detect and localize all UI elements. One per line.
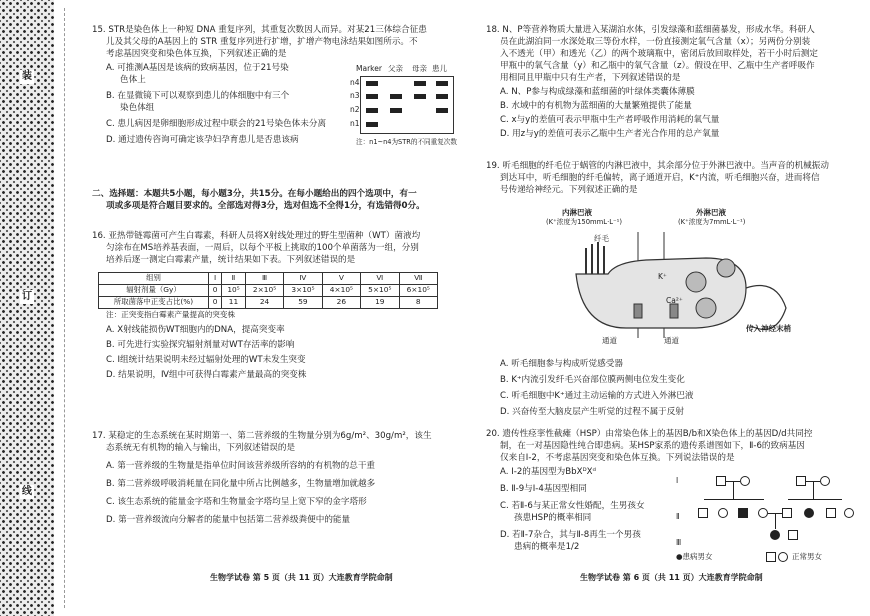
- pedigree-male-affected: [738, 508, 748, 518]
- k-ion-label: K⁺: [658, 272, 667, 281]
- q16-stem-1: 16. 亚热带链霉菌可产生白霉素，科研人员将X射线处理过的野生型菌种（WT）菌液均: [92, 231, 421, 241]
- table-header-row: [99, 273, 438, 285]
- q19-stem-1: 19. 听毛细胞的纤毛位于蜗管的内淋巴液中，其余部分位于外淋巴液中。当声音的机械振动: [486, 161, 829, 171]
- pedigree-male: [782, 508, 792, 518]
- q15-stem-2: 儿及其父母的A基因上的 STR 重复序列进行扩增，扩增产物电泳结果如图所示。不: [106, 37, 418, 48]
- pedigree-female: [740, 476, 750, 486]
- binding-strip: [0, 0, 54, 616]
- pedigree-female: [844, 508, 854, 518]
- gel-band: [366, 108, 378, 113]
- pedigree-line: [704, 499, 764, 500]
- q20-stem-2: 制，在一对基因隐性纯合即患病。某HSP家系的遗传系谱图如下，Ⅱ-6的致病基因: [500, 441, 805, 452]
- table-header-cell: Ⅳ: [284, 273, 322, 285]
- pedigree-female-affected: [770, 530, 780, 540]
- table-cell: 4×10⁵: [322, 285, 360, 297]
- question-19: [486, 160, 862, 417]
- q18-stem-4: 甲瓶中的氧气含量（y）和乙瓶中的氧气含量（z）。假设在甲、乙瓶中生产者呼吸作: [500, 61, 815, 72]
- hair-cell-diagram: [546, 208, 816, 346]
- channel-label-2: 通道: [664, 336, 679, 345]
- question-18: [486, 24, 862, 140]
- outer-lymph-k-label: (K⁺浓度为7mmL·L⁻¹): [678, 218, 746, 226]
- q20-option-a: A. Ⅰ-2的基因型为BbXᴰXᵈ: [500, 467, 597, 478]
- table-cell: 11: [222, 297, 246, 309]
- gel-band: [414, 81, 426, 86]
- table-header-cell: Ⅶ: [399, 273, 438, 285]
- q20-option-d: D. 若Ⅱ-7杂合，其与Ⅱ-8再生一个男孩: [500, 530, 641, 541]
- gel-band: [436, 94, 448, 99]
- section-2-line-2: 项或多项是符合题目要求的。全部选对得3分，选对但选不全得1分，有选错得0分。: [106, 201, 425, 212]
- q17-option-d: D. 第一营养级流向分解者的能量中包括第二营养级粪便中的能量: [106, 515, 351, 526]
- question-16: [92, 230, 470, 381]
- gel-note: 注：n1~n4为STR的不同重复次数: [356, 138, 458, 146]
- table-cell: 6×10⁵: [399, 285, 438, 297]
- table-cell: 10⁵: [222, 285, 246, 297]
- table-header-cell: Ⅲ: [245, 273, 283, 285]
- pedigree-line: [775, 513, 776, 529]
- gel-header-father: 父亲: [388, 64, 403, 73]
- pedigree-line: [733, 481, 734, 499]
- gel-band: [436, 108, 448, 113]
- q18-stem-1: 18. N、P等营养物质大量进入某湖泊水体，引发绿藻和蓝细菌暴发，形成水华。科研人: [486, 25, 815, 35]
- question-17: [92, 430, 470, 526]
- q15-option-a-cont: 色体上: [120, 75, 146, 86]
- gel-header-child: 患儿: [432, 64, 447, 73]
- q18-option-b: B. 水域中的有机物为蓝细菌的大量繁殖提供了能量: [500, 101, 692, 112]
- table-header-cell: Ⅱ: [222, 273, 246, 285]
- nerve-ending-label: 传入神经末梢: [746, 324, 791, 333]
- pedigree-female: [820, 476, 830, 486]
- table-cell: 26: [322, 297, 360, 309]
- table-row: [99, 297, 438, 309]
- table-cell: 3×10⁵: [284, 285, 322, 297]
- ca-ion-label: Ca²⁺: [666, 296, 683, 305]
- q15-option-b: B. 在显微镜下可以观察到患儿的体细胞中有三个: [106, 91, 290, 102]
- gel-band: [414, 94, 426, 99]
- question-20: [486, 428, 862, 561]
- q19-option-b: B. K⁺内流引发纤毛兴奋部位膜两侧电位发生变化: [500, 375, 685, 385]
- q15-option-b-cont: 染色体组: [120, 103, 155, 114]
- table-cell: 19: [361, 297, 399, 309]
- legend-male-normal: [766, 552, 776, 562]
- footer-right: 生物学试卷 第 6 页（共 11 页）大连教育学院命制: [580, 573, 763, 582]
- table-cell: 0: [209, 297, 222, 309]
- q17-option-c: C. 该生态系统的能量金字塔和生物量金字塔均呈上宽下窄的金字塔形: [106, 497, 367, 508]
- table-row: [99, 285, 438, 297]
- gel-row-n1: n1: [350, 119, 360, 128]
- q18-option-a: A. N、P参与构成绿藻和蓝细菌的叶绿体类囊体薄膜: [500, 87, 695, 98]
- gel-header-marker: Marker: [356, 64, 382, 73]
- q18-option-c: C. x与y的差值可表示甲瓶中生产者呼吸作用消耗的氧气量: [500, 115, 720, 126]
- q15-stem-1: 15. STR是染色体上一种短 DNA 重复序列，其重复次数因人而异。对某21三体综合征患: [92, 25, 427, 35]
- q19-option-d: D. 兴奋传至大脑皮层产生听觉的过程不属于反射: [500, 407, 684, 417]
- section-2-instructions: [92, 188, 470, 212]
- q18-option-d: D. 用z与y的差值可表示乙瓶中生产者光合作用的总产氧量: [500, 129, 720, 140]
- table-row-label: 所取菌落中正变占比(%): [99, 297, 209, 309]
- q18-stem-2: 员在此湖泊同一水深处取三等份水样，一份直接测定氧气含量（x）；另两份分别装: [500, 37, 811, 48]
- binding-mark-zhuang: 装: [22, 71, 32, 82]
- q15-option-d: D. 通过遗传咨询可确定该孕妇孕育患儿是否患该病: [106, 135, 299, 146]
- generation-label-3: Ⅲ: [676, 538, 682, 547]
- binding-mark-ding: 订: [22, 291, 32, 302]
- table-header-cell: Ⅵ: [361, 273, 399, 285]
- radiation-dose-table: [98, 272, 438, 309]
- inner-lymph-label: 内淋巴液: [562, 208, 592, 217]
- q20-option-c-cont: 孩患HSP的概率相同: [514, 513, 592, 524]
- pedigree-male: [788, 530, 798, 540]
- cut-line: [64, 8, 65, 608]
- footer-left: 生物学试卷 第 5 页（共 11 页）大连教育学院命制: [210, 573, 393, 582]
- generation-label-2: Ⅱ: [676, 512, 680, 521]
- channel-label-1: 通道: [602, 336, 617, 345]
- q20-option-c: C. 若Ⅱ-6与某正常女性婚配，生男孩女: [500, 501, 645, 512]
- table-header-cell: Ⅴ: [322, 273, 360, 285]
- pedigree-line: [788, 499, 842, 500]
- q20-stem-1: 20. 遗传性痉挛性截瘫（HSP）由常染色体上的基因B/b和X染色体上的基因D/d共同控: [486, 429, 813, 439]
- gel-row-n3: n3: [350, 91, 360, 100]
- q18-stem-3: 入不透光（甲）和透光（乙）的两个玻璃瓶中，密闭后放回取样处，若干小时后测定: [500, 49, 818, 60]
- table-cell: 5×10⁵: [361, 285, 399, 297]
- table-cell: 0: [209, 285, 222, 297]
- pedigree-male: [698, 508, 708, 518]
- gel-band: [436, 81, 448, 86]
- q19-option-a: A. 听毛细胞参与构成听觉感受器: [500, 359, 623, 369]
- gel-band: [390, 108, 402, 113]
- q20-option-d-cont: 患病的概率是1/2: [514, 542, 580, 553]
- outer-lymph-label: 外淋巴液: [696, 208, 726, 217]
- table-cell: 8: [399, 297, 438, 309]
- pedigree-female: [718, 508, 728, 518]
- legend-affected: ●患病男女: [676, 552, 713, 561]
- q16-stem-2: 匀涂布在MS培养基表面，一周后，以每个平板上挑取的100个单菌落为一组，分别: [106, 243, 419, 254]
- generation-label-1: Ⅰ: [676, 476, 679, 485]
- q15-option-c: C. 患儿病因是卵细胞形成过程中联会的21号染色体未分离: [106, 119, 327, 130]
- table-cell: 59: [284, 297, 322, 309]
- q19-stem-3: 号传递给神经元。下列叙述正确的是: [500, 185, 638, 196]
- binding-mark-xian: 线: [22, 486, 32, 497]
- q18-stem-5: 用相同且甲瓶中只有生产者，下列叙述错误的是: [500, 73, 681, 84]
- gel-header-mother: 母亲: [412, 64, 427, 73]
- gel-row-n4: n4: [350, 78, 360, 87]
- pedigree-male: [716, 476, 726, 486]
- table-header-cell: Ⅰ: [209, 273, 222, 285]
- gel-band: [366, 94, 378, 99]
- q16-table-note: 注：正突变指白霉素产量提高的突变株: [106, 310, 236, 320]
- q17-option-b: B. 第二营养级呼吸消耗量在同化量中所占比例越多，生物量增加就越多: [106, 479, 376, 490]
- legend-normal: 正常男女: [792, 552, 822, 561]
- gel-band: [366, 122, 378, 127]
- question-15: [92, 24, 470, 146]
- q16-option-d: D. 结果说明，Ⅳ组中可获得白霉素产量最高的突变株: [106, 369, 307, 380]
- cilia-label: 纤毛: [594, 234, 609, 243]
- pedigree-female: [758, 508, 768, 518]
- table-row-label: 辐射剂量（Gy）: [99, 285, 209, 297]
- q17-stem-1: 17. 某稳定的生态系统在某时期第一、第二营养级的生物量分别为6g/m²、30g/m²，该生: [92, 431, 432, 441]
- q17-option-a: A. 第一营养级的生物量是指单位时间该营养级所容纳的有机物的总干重: [106, 461, 376, 472]
- pedigree-male: [826, 508, 836, 518]
- pedigree-line: [813, 481, 814, 499]
- q19-stem-2: 到达耳中，听毛细胞的纤毛偏转，离子通道开启，K⁺内流，听毛细胞兴奋，进而将信: [500, 173, 820, 184]
- legend-female-normal: [778, 552, 788, 562]
- pedigree-female-affected: [804, 508, 814, 518]
- q16-stem-3: 培养后逐一测定白霉素产量，统计结果如下表。下列叙述错误的是: [106, 255, 356, 266]
- q16-option-b: B. 可先进行实验探究辐射剂量对WT存活率的影响: [106, 339, 295, 350]
- q20-stem-3: 仅来自Ⅰ-2，不考虑基因突变和染色体互换。下列说法错误的是: [500, 453, 735, 464]
- gel-row-n2: n2: [350, 105, 360, 114]
- q15-option-a: A. 可推测A基因是该病的致病基因，位于21号染: [106, 63, 289, 74]
- inner-lymph-k-label: (K⁺浓度为150mmL·L⁻¹): [546, 218, 623, 226]
- q20-option-b: B. Ⅱ-9与Ⅰ-4基因型相同: [500, 484, 587, 495]
- gel-band: [366, 81, 378, 86]
- electrophoresis-gel-figure: [350, 64, 470, 164]
- table-cell: 2×10⁵: [245, 285, 283, 297]
- gel-band: [390, 94, 402, 99]
- section-2-line-1: 二、选择题：本题共5小题，每小题3分，共15分。在每小题给出的四个选项中，有一: [92, 189, 417, 199]
- q17-stem-2: 态系统无有机物的输入与输出，下列叙述错误的是: [106, 443, 296, 454]
- pedigree-male: [796, 476, 806, 486]
- pedigree-chart: [676, 472, 862, 562]
- q19-option-c: C. 听毛细胞中K⁺通过主动运输的方式进入外淋巴液: [500, 391, 694, 401]
- table-cell: 24: [245, 297, 283, 309]
- q16-option-c: C. Ⅰ组统计结果说明未经过辐射处理的WT未发生突变: [106, 354, 306, 365]
- q15-stem-3: 考虑基因突变和染色体互换，下列叙述正确的是: [106, 49, 287, 60]
- table-header-cell: 组别: [99, 273, 209, 285]
- q16-option-a: A. X射线能损伤WT细胞内的DNA，提高突变率: [106, 324, 285, 335]
